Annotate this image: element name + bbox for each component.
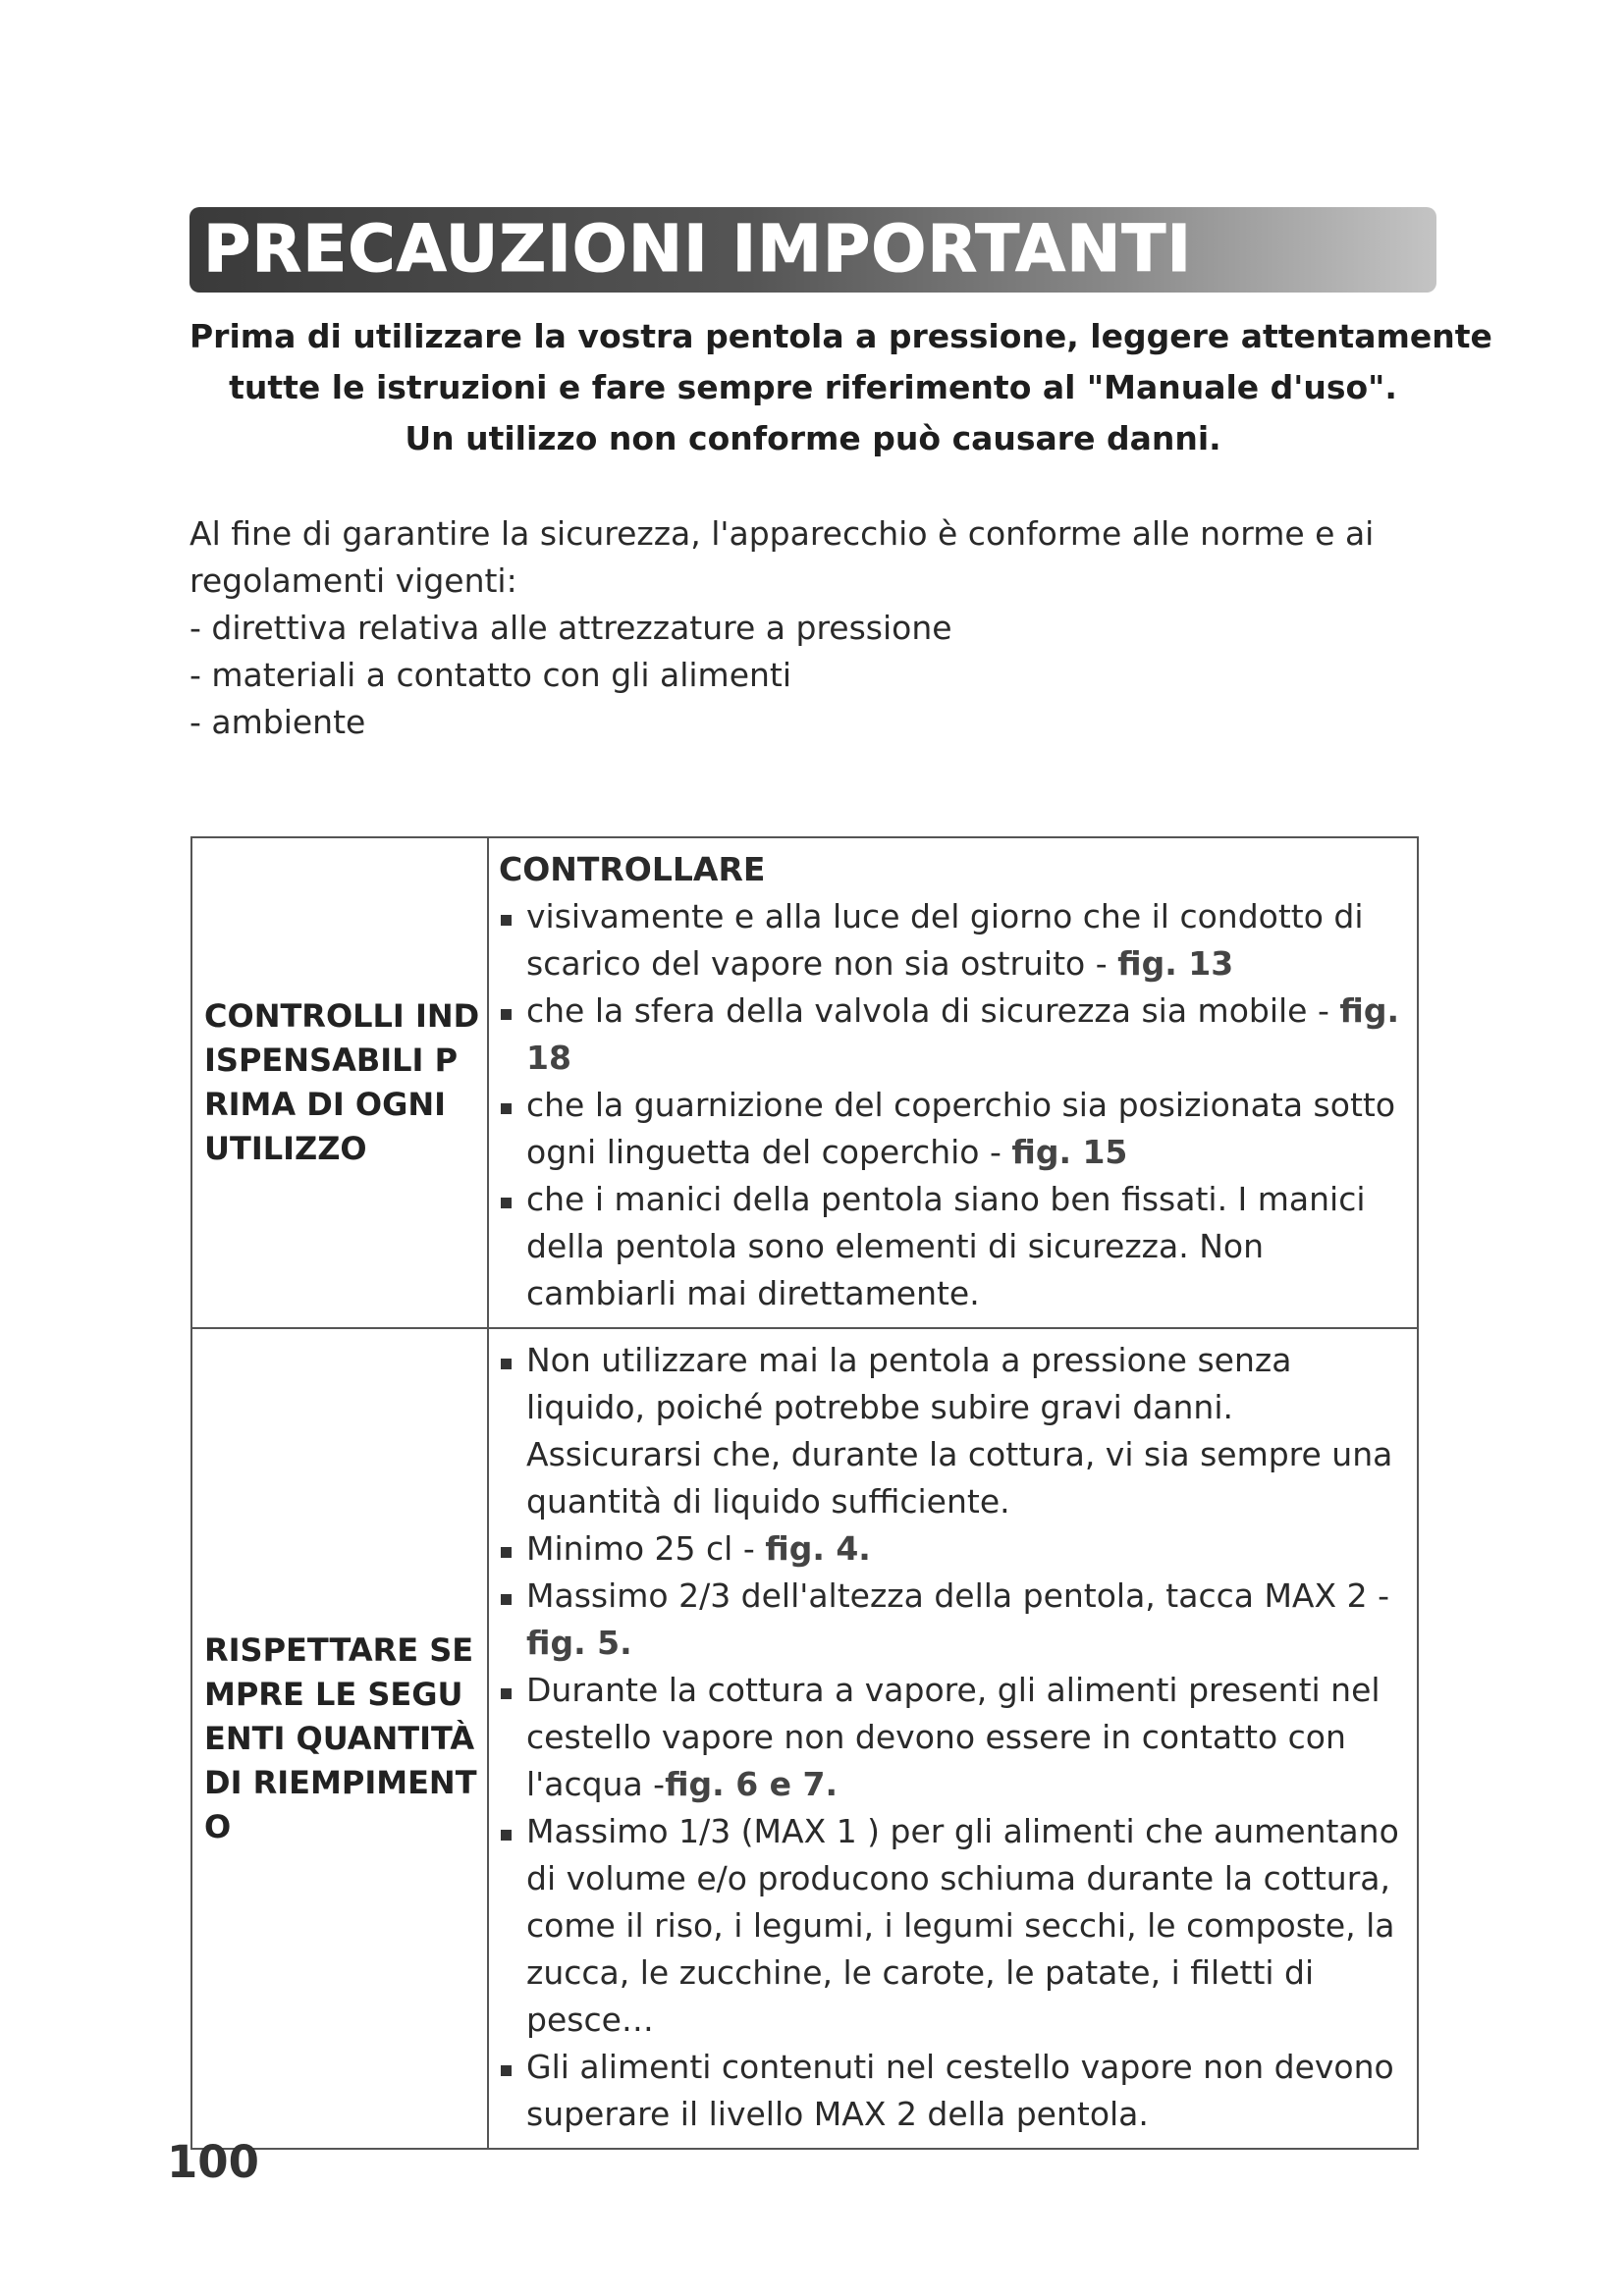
bullet-item: che la sfera della valvola di sicurezza sia mobile - fig. 18 xyxy=(499,988,1409,1082)
paragraph-line: - direttiva relativa alle attrezzature a pressione xyxy=(189,609,952,647)
bullet-square-icon xyxy=(501,1688,512,1699)
intro-line: Prima di utilizzare la vostra pentola a pressione, leggere attentamente xyxy=(189,317,1492,355)
bullet-item: Non utilizzare mai la pentola a pressione senza liquido, poiché potrebbe subire gravi danni. Assicurarsi che, durante la cottura, vi sia sempre una quantità di liquido sufficiente. xyxy=(499,1337,1409,1525)
bullet-item: che la guarnizione del coperchio sia posizionata sotto ogni linguetta del coperchio - fig. 15 xyxy=(499,1082,1409,1176)
bullet-square-icon xyxy=(501,1009,512,1020)
bullet-square-icon xyxy=(501,2065,512,2076)
intro-text xyxy=(189,311,1492,464)
intro-line: Un utilizzo non conforme può causare danni. xyxy=(405,419,1221,457)
bullet-item: Durante la cottura a vapore, gli alimenti presenti nel cestello vapore non devono essere in contatto con l'acqua -fig. 6 e 7. xyxy=(499,1667,1409,1808)
paragraph-line: - materiali a contatto con gli alimenti xyxy=(189,656,792,694)
bullet-item: Massimo 2/3 dell'altezza della pentola, tacca MAX 2 - fig. 5. xyxy=(499,1573,1409,1667)
row-heading: CONTROLLARE xyxy=(499,850,766,888)
page-number: 100 xyxy=(167,2136,259,2188)
row-label: RISPETTARE SEMPRE LE SEGUENTI QUANTITÀ DI RIEMPIMENTO xyxy=(191,1328,488,2149)
bullet-square-icon xyxy=(501,1103,512,1114)
bullet-item: Minimo 25 cl - fig. 4. xyxy=(499,1525,1409,1573)
paragraph-line: - ambiente xyxy=(189,703,366,741)
bullet-square-icon xyxy=(501,1547,512,1558)
row-content xyxy=(488,837,1418,1328)
bullet-square-icon xyxy=(501,1830,512,1841)
intro-line: tutte le istruzioni e fare sempre riferimento al "Manuale d'uso". xyxy=(229,368,1397,406)
bullet-item: Gli alimenti contenuti nel cestello vapore non devono superare il livello MAX 2 della pentola. xyxy=(499,2044,1409,2138)
paragraph-line: Al fine di garantire la sicurezza, l'apparecchio è conforme alle norme e ai xyxy=(189,514,1375,553)
bullet-square-icon xyxy=(501,915,512,926)
table-row xyxy=(191,837,1418,1328)
precautions-table xyxy=(190,836,1419,2150)
bullet-square-icon xyxy=(501,1198,512,1208)
row-label: CONTROLLI INDISPENSABILI PRIMA DI OGNI UTILIZZO xyxy=(191,837,488,1328)
compliance-paragraph xyxy=(189,510,1436,746)
title-bar xyxy=(189,207,1436,293)
bullet-item: visivamente e alla luce del giorno che il condotto di scarico del vapore non sia ostruito - fig. 13 xyxy=(499,893,1409,988)
bullet-square-icon xyxy=(501,1359,512,1369)
bullet-square-icon xyxy=(501,1594,512,1605)
bullet-item: Massimo 1/3 (MAX 1 ) per gli alimenti che aumentano di volume e/o producono schiuma durante la cottura, come il riso, i legumi, i legumi secchi, le composte, la zucca, le zucchine, le carote, le patate, i filetti di pesce… xyxy=(499,1808,1409,2044)
page-title: PRECAUZIONI IMPORTANTI xyxy=(203,211,1193,287)
bullet-item: che i manici della pentola siano ben fissati. I manici della pentola sono elementi di sicurezza. Non cambiarli mai direttamente. xyxy=(499,1176,1409,1317)
row-content xyxy=(488,1328,1418,2149)
paragraph-line: regolamenti vigenti: xyxy=(189,561,517,600)
table-row xyxy=(191,1328,1418,2149)
